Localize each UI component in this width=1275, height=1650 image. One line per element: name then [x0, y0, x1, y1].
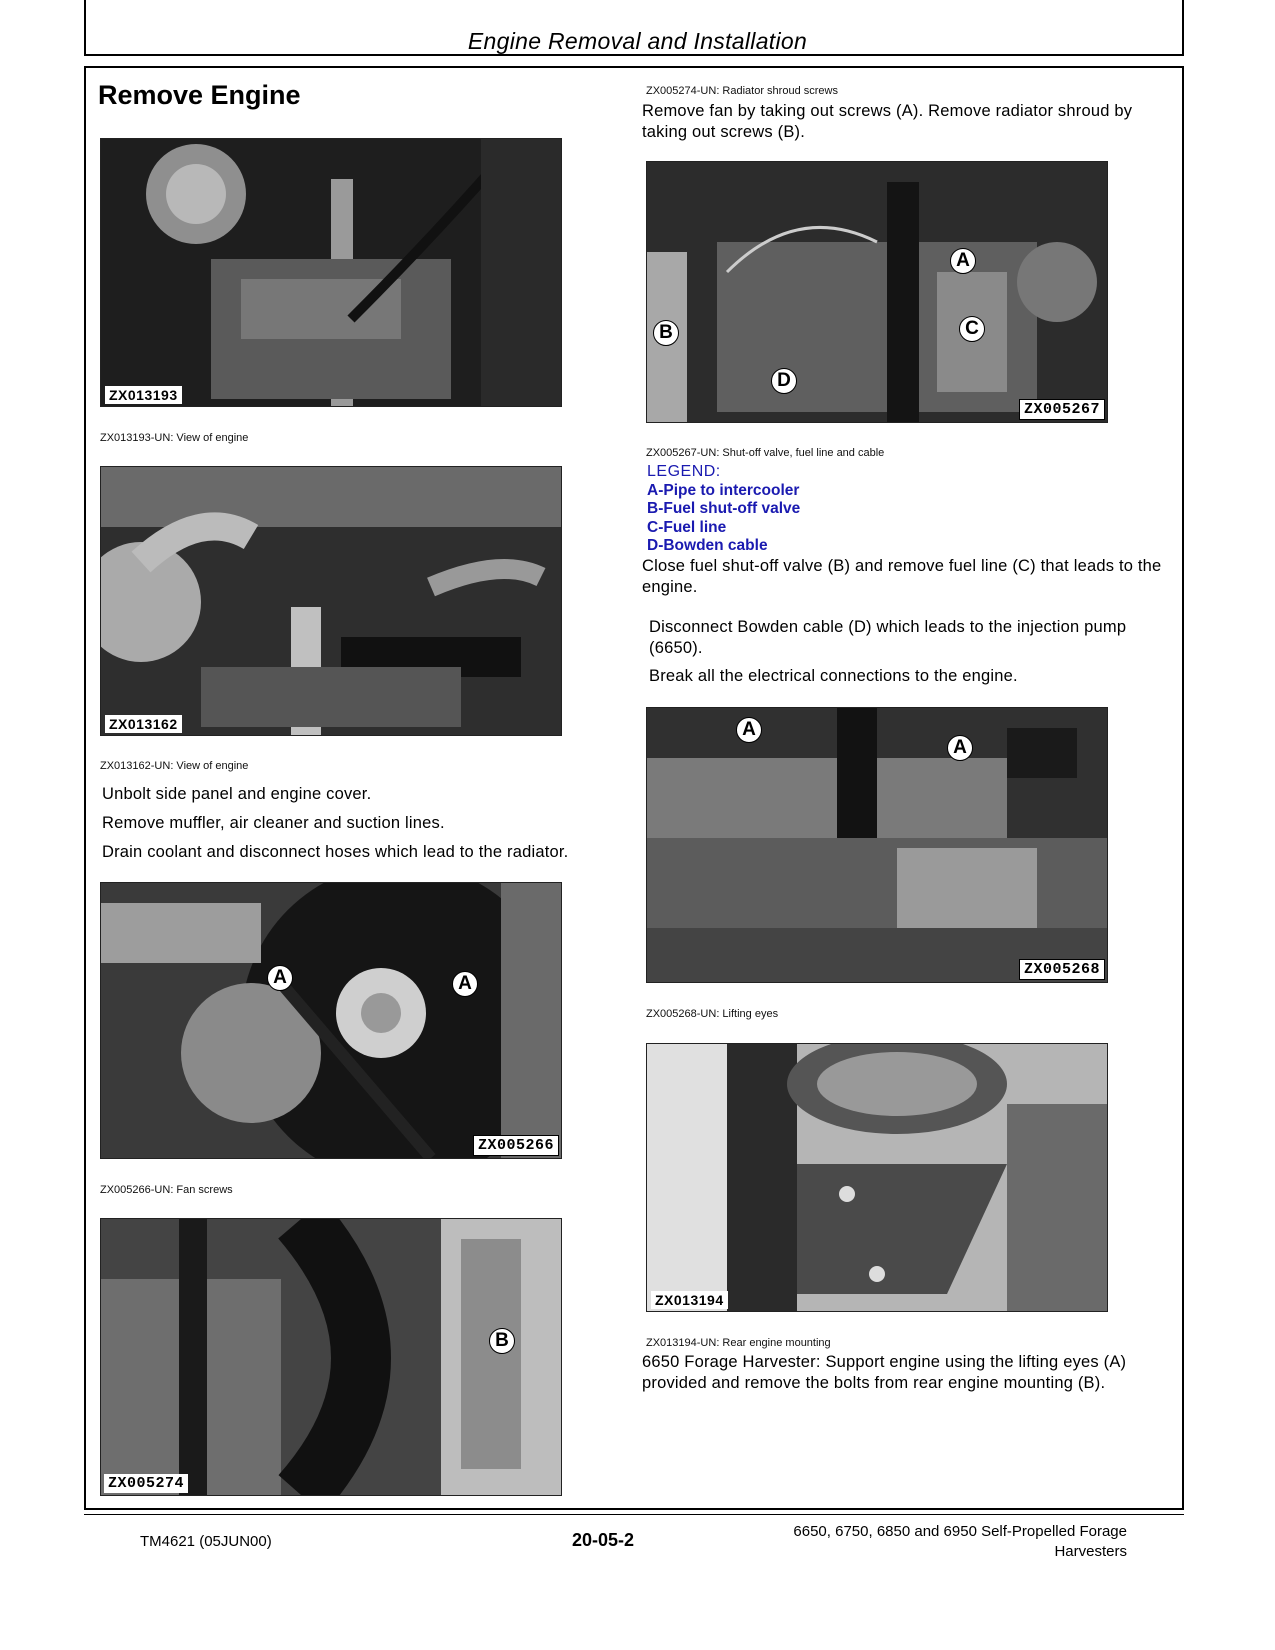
callout-a: A	[736, 717, 762, 743]
radiator-shroud-photo	[100, 1218, 562, 1496]
footer-title-line: Harvesters	[1054, 1543, 1127, 1560]
content-right-border	[1182, 66, 1184, 1510]
radiator-shroud-photo-art	[101, 1219, 561, 1495]
footer-doc-id: TM4621 (05JUN00)	[140, 1533, 272, 1550]
figure-caption: ZX013162-UN: View of engine	[100, 760, 249, 772]
legend-item: B-Fuel shut-off valve	[647, 500, 801, 517]
figure-caption: ZX013193-UN: View of engine	[100, 432, 249, 444]
content-top-border	[84, 66, 1184, 68]
legend-item: D-Bowden cable	[647, 537, 768, 554]
image-id-label: ZX005266	[473, 1135, 559, 1156]
image-id-label: ZX005268	[1019, 959, 1105, 980]
fuel-valve-photo-art	[647, 162, 1107, 422]
callout-a: A	[452, 971, 478, 997]
step-text: Drain coolant and disconnect hoses which lead to the radiator.	[102, 843, 569, 861]
image-id-label: ZX005274	[104, 1474, 188, 1493]
figure-caption: ZX005267-UN: Shut-off valve, fuel line and cable	[646, 447, 885, 459]
engine-photo-2-art	[101, 467, 561, 735]
legend-item: A-Pipe to intercooler	[647, 481, 800, 499]
instruction-text: Close fuel shut-off valve (B) and remove fuel line (C) that leads to the engine.	[642, 557, 1162, 596]
fan-screws-photo	[100, 882, 562, 1159]
instruction-text: Disconnect Bowden cable (D) which leads to the injection pump (6650).	[649, 618, 1127, 657]
fuel-valve-photo	[646, 161, 1108, 423]
image-id-label: ZX013193	[105, 386, 182, 404]
instruction-text: 6650 Forage Harvester: Support engine using the lifting eyes (A) provided and remove the bolts from rear engine mounting (B).	[642, 1353, 1127, 1392]
callout-d: D	[771, 368, 797, 394]
callout-a: A	[947, 735, 973, 761]
instruction-text: Break all the electrical connections to the engine.	[649, 667, 1018, 685]
content-bottom-border	[84, 1508, 1184, 1510]
callout-a: A	[267, 965, 293, 991]
image-id-label: ZX005267	[1019, 399, 1105, 420]
engine-photo-1	[100, 138, 562, 407]
figure-caption: ZX005274-UN: Radiator shroud screws	[646, 85, 838, 97]
fan-screws-photo-art	[101, 883, 561, 1158]
footer-page-number: 20-05-2	[572, 1530, 635, 1550]
content-left-border	[84, 66, 86, 1510]
image-id-label: ZX013194	[651, 1291, 728, 1309]
lifting-eyes-photo-art	[647, 708, 1107, 982]
figure-caption: ZX005266-UN: Fan screws	[100, 1184, 233, 1196]
step-text: Remove muffler, air cleaner and suction lines.	[102, 814, 445, 832]
legend	[647, 463, 800, 556]
callout-b: B	[653, 320, 679, 346]
step-text: Unbolt side panel and engine cover.	[102, 785, 372, 803]
legend-item: C-Fuel line	[647, 518, 727, 536]
engine-photo-1-art	[101, 139, 561, 406]
rear-mounting-photo-art	[647, 1044, 1107, 1311]
figure-caption: ZX013194-UN: Rear engine mounting	[646, 1337, 831, 1349]
section-title: Remove Engine	[98, 80, 301, 110]
lifting-eyes-photo	[646, 707, 1108, 983]
rear-mounting-photo	[646, 1043, 1108, 1312]
callout-b: B	[489, 1328, 515, 1354]
legend-heading: LEGEND:	[647, 463, 721, 480]
footer-title-line: 6650, 6750, 6850 and 6950 Self-Propelled Forage	[793, 1523, 1127, 1540]
callout-c: C	[959, 316, 985, 342]
callout-a: A	[950, 248, 976, 274]
footer-title	[793, 1522, 1127, 1562]
instruction-text: Remove fan by taking out screws (A). Remove radiator shroud by taking out screws (B).	[642, 102, 1133, 141]
page-header-title: Engine Removal and Installation	[467, 28, 808, 54]
footer-rule	[84, 1514, 1184, 1515]
engine-photo-2	[100, 466, 562, 736]
image-id-label: ZX013162	[105, 715, 182, 733]
figure-caption: ZX005268-UN: Lifting eyes	[646, 1008, 779, 1020]
